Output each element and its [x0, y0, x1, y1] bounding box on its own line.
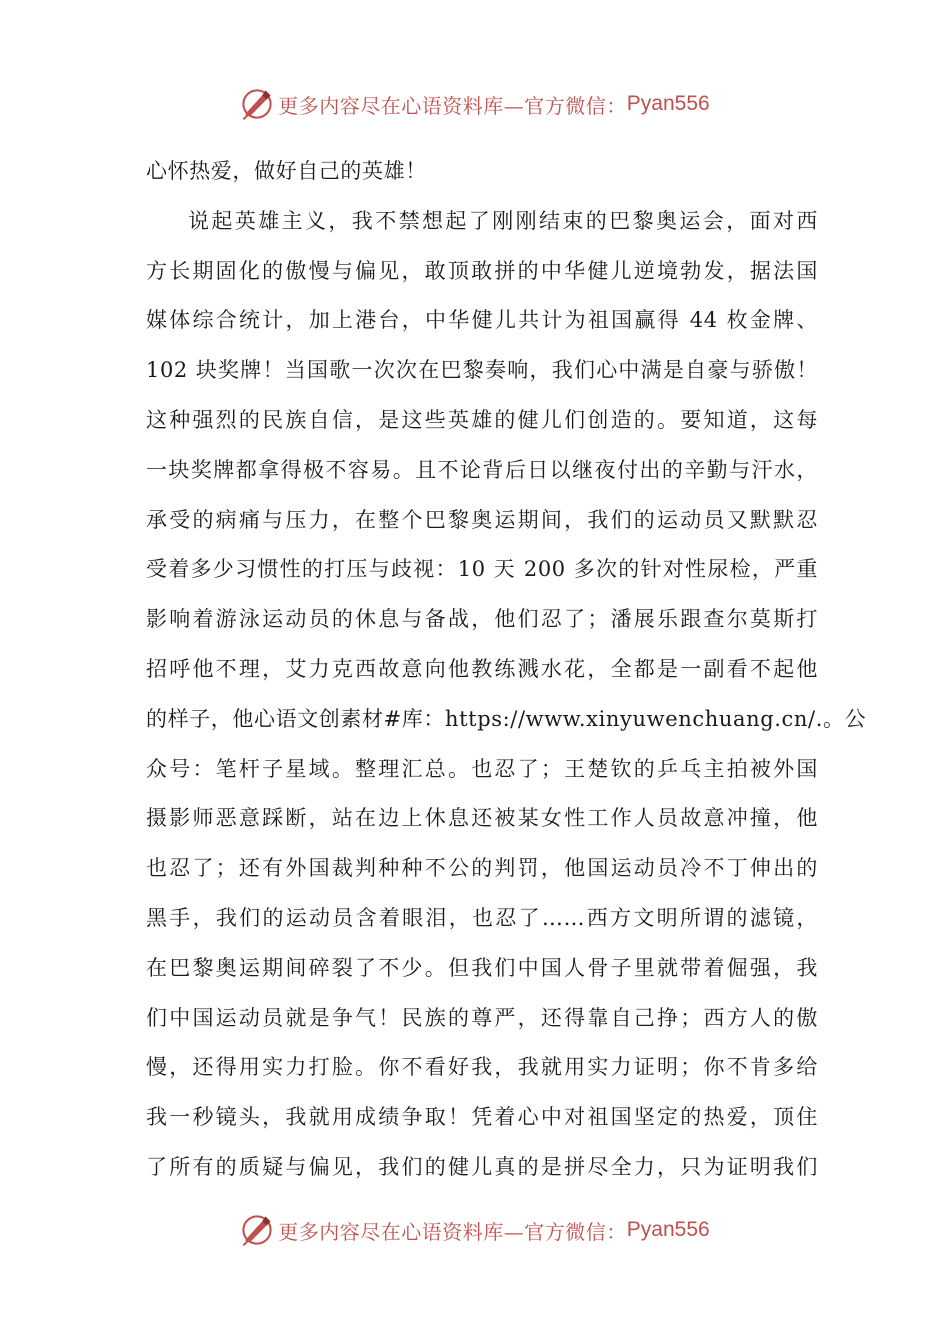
footer-text: 更多内容尽在心语资料库—官方微信：: [278, 1219, 627, 1244]
text-line: 心怀热爱，做好自己的英雄！: [146, 159, 427, 183]
document-body: [146, 147, 867, 1193]
header-text: 更多内容尽在心语资料库—官方微信：: [278, 93, 627, 118]
text-line: 这种强烈的民族自信，是这些英雄的健儿们创造的。要知道，这每: [146, 407, 818, 432]
header-wechat-id: Pyan556: [626, 92, 710, 115]
text-line: 承受的病痛与压力，在整个巴黎奥运期间，我们的运动员又默默忍: [146, 507, 818, 532]
text-line: 在巴黎奥运期间碎裂了不少。但我们中国人骨子里就带着倔强，我: [146, 955, 818, 980]
text-line: 说起英雄主义，我不禁想起了刚刚结束的巴黎奥运会，面对西: [188, 208, 818, 233]
text-line: 摄影师恶意踩断，站在边上休息还被某女性工作人员故意冲撞，他: [146, 806, 818, 831]
text-line: 们中国运动员就是争气！民族的尊严，还得靠自己挣；西方人的傲: [146, 1005, 818, 1030]
text-line: 一块奖牌都拿得极不容易。且不论背后日以继夜付出的辛勤与汗水，: [146, 457, 818, 482]
text-line: 了所有的质疑与偏见，我们的健儿真的是拼尽全力，只为证明我们: [146, 1154, 818, 1179]
text-line: 我一秒镜头，我就用成绩争取！凭着心中对祖国坚定的热爱，顶住: [146, 1105, 818, 1130]
footer-wechat-id: Pyan556: [626, 1218, 710, 1241]
text-line: 慢，还得用实力打脸。你不看好我，我就用实力证明；你不肯多给: [146, 1055, 818, 1080]
text-line: 方长期固化的傲慢与偏见，敢顶敢拼的中华健儿逆境勃发，据法国: [146, 258, 818, 283]
text-line: 影响着游泳运动员的休息与备战，他们忍了；潘展乐跟查尔莫斯打: [146, 607, 818, 632]
pen-nib-logo-icon: [240, 1213, 274, 1247]
pen-nib-logo-icon: [240, 87, 274, 121]
header-banner: [0, 84, 950, 124]
text-line: 受着多少习惯性的打压与歧视：10 天 200 多次的针对性尿检，严重: [146, 557, 818, 582]
footer-banner: [0, 1210, 950, 1250]
text-line: 众号：笔杆子星域。整理汇总。也忍了；王楚钦的乒乓主拍被外国: [146, 756, 818, 781]
text-line: 招呼他不理，艾力克西故意向他教练溅水花，全都是一副看不起他: [146, 656, 818, 681]
text-line: 媒体综合统计，加上港台，中华健儿共计为祖国赢得 44 枚金牌、: [146, 308, 818, 333]
text-line: 也忍了；还有外国裁判种种不公的判罚，他国运动员冷不丁伸出的: [146, 856, 818, 881]
text-line: 102 块奖牌！当国歌一次次在巴黎奏响，我们心中满是自豪与骄傲！: [146, 358, 818, 383]
text-line: 的样子，他心语文创素材#库：https://www.xinyuwenchuang.cn/.。公: [146, 706, 867, 731]
text-line: 黑手，我们的运动员含着眼泪，也忍了……西方文明所谓的滤镜，: [146, 905, 818, 930]
